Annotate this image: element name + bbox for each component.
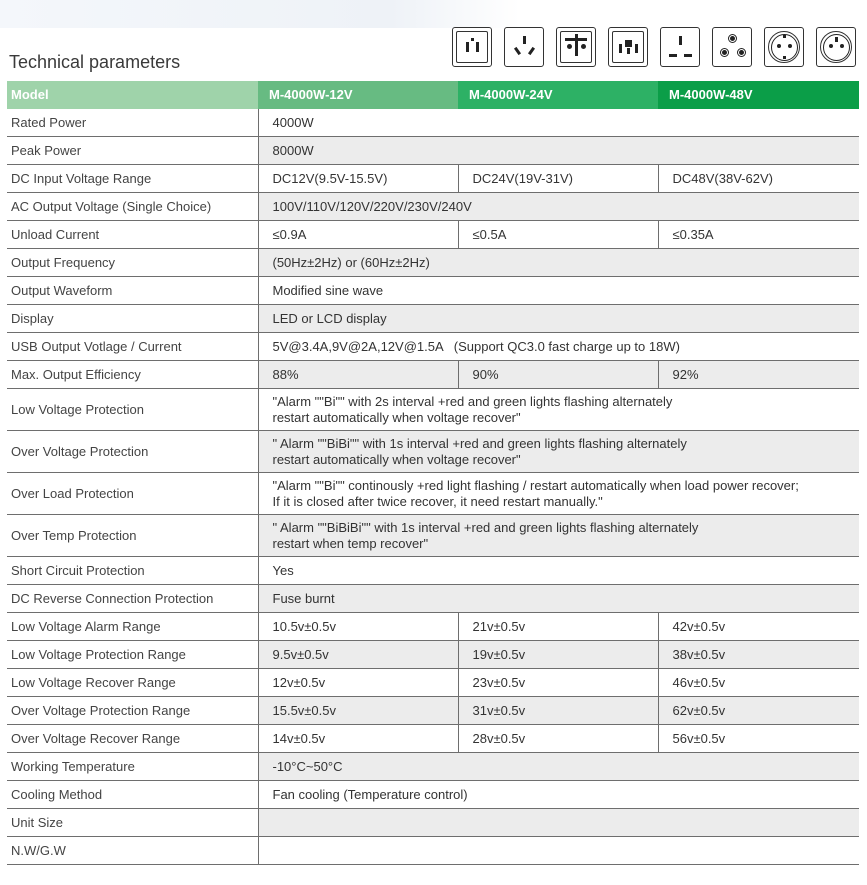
row-label: Over Voltage Protection [7, 431, 258, 473]
row-label: USB Output Votlage / Current [7, 333, 258, 361]
row-value: 100V/110V/120V/220V/230V/240V [258, 193, 859, 221]
multi-socket-icon [608, 27, 648, 67]
sa-socket-icon [712, 27, 752, 67]
row-value: 23v±0.5v [458, 669, 658, 697]
row-value: 10.5v±0.5v [258, 613, 458, 641]
spec-table [7, 81, 859, 865]
row-value [258, 837, 859, 865]
row-value: 15.5v±0.5v [258, 697, 458, 725]
row-value: (50Hz±2Hz) or (60Hz±2Hz) [258, 249, 859, 277]
table-row [7, 109, 859, 137]
table-row [7, 277, 859, 305]
row-label: Unit Size [7, 809, 258, 837]
row-value: 4000W [258, 109, 859, 137]
row-value: DC12V(9.5V-15.5V) [258, 165, 458, 193]
page-title: Technical parameters [9, 52, 181, 72]
table-row [7, 249, 859, 277]
row-label: Low Voltage Alarm Range [7, 613, 258, 641]
row-value: 5V@3.4A,9V@2A,12V@1.5A (Support QC3.0 fast charge up to 18W) [258, 333, 859, 361]
row-label: Short Circuit Protection [7, 557, 258, 585]
table-row [7, 193, 859, 221]
table-row [7, 753, 859, 781]
row-value: Yes [258, 557, 859, 585]
row-label: Display [7, 305, 258, 333]
row-value: 8000W [258, 137, 859, 165]
row-value: 14v±0.5v [258, 725, 458, 753]
row-label: Cooling Method [7, 781, 258, 809]
table-row [7, 585, 859, 613]
row-value: "Alarm ""Bi"" continously +red light flashing / restart automatically when load power recover; If it is closed after twice recover, it need restart manually." [258, 473, 859, 515]
table-row [7, 221, 859, 249]
row-value: "Alarm ""Bi"" with 2s interval +red and green lights flashing alternately restart automatically when voltage recover" [258, 389, 859, 431]
table-row [7, 725, 859, 753]
table-row [7, 557, 859, 585]
row-label: Low Voltage Recover Range [7, 669, 258, 697]
row-value: 62v±0.5v [658, 697, 859, 725]
row-value: 90% [458, 361, 658, 389]
row-label: Low Voltage Protection [7, 389, 258, 431]
row-label: AC Output Voltage (Single Choice) [7, 193, 258, 221]
row-value: 46v±0.5v [658, 669, 859, 697]
row-value: 12v±0.5v [258, 669, 458, 697]
row-label: Output Waveform [7, 277, 258, 305]
row-label: Low Voltage Protection Range [7, 641, 258, 669]
row-value: 42v±0.5v [658, 613, 859, 641]
row-value: 92% [658, 361, 859, 389]
row-value: 38v±0.5v [658, 641, 859, 669]
table-row [7, 781, 859, 809]
table-row [7, 305, 859, 333]
row-value: ≤0.5A [458, 221, 658, 249]
row-value: Modified sine wave [258, 277, 859, 305]
top-banner [0, 0, 867, 28]
row-label: N.W/G.W [7, 837, 258, 865]
eu-schuko-socket-icon [764, 27, 804, 67]
row-label: Unload Current [7, 221, 258, 249]
row-label: Rated Power [7, 109, 258, 137]
table-row [7, 809, 859, 837]
table-row [7, 333, 859, 361]
row-value: " Alarm ""BiBiBi"" with 1s interval +red and green lights flashing alternately restart when temp recover" [258, 515, 859, 557]
row-value: 19v±0.5v [458, 641, 658, 669]
table-row [7, 837, 859, 865]
row-value: 21v±0.5v [458, 613, 658, 641]
us-socket-icon [452, 27, 492, 67]
row-value: LED or LCD display [258, 305, 859, 333]
table-row [7, 137, 859, 165]
au-socket-icon [504, 27, 544, 67]
table-row [7, 641, 859, 669]
row-value: DC48V(38V-62V) [658, 165, 859, 193]
row-value: 28v±0.5v [458, 725, 658, 753]
row-label: Over Voltage Protection Range [7, 697, 258, 725]
fr-socket-icon [816, 27, 856, 67]
uk-socket-icon [660, 27, 700, 67]
row-label: Over Load Protection [7, 473, 258, 515]
table-row [7, 361, 859, 389]
table-row [7, 431, 859, 473]
row-value: 9.5v±0.5v [258, 641, 458, 669]
table-row [7, 515, 859, 557]
table-row [7, 165, 859, 193]
header-col-48v: M-4000W-48V [658, 81, 859, 109]
table-row [7, 473, 859, 515]
row-value: Fuse burnt [258, 585, 859, 613]
table-row [7, 697, 859, 725]
row-value: 56v±0.5v [658, 725, 859, 753]
row-value: ≤0.35A [658, 221, 859, 249]
row-value: 31v±0.5v [458, 697, 658, 725]
row-label: Output Frequency [7, 249, 258, 277]
header-col-12v: M-4000W-12V [258, 81, 458, 109]
header-model: Model [7, 81, 258, 109]
header-col-24v: M-4000W-24V [458, 81, 658, 109]
row-value: -10°C~50°C [258, 753, 859, 781]
row-value [258, 809, 859, 837]
table-header-row [7, 81, 859, 109]
universal-socket-icon [556, 27, 596, 67]
row-label: Peak Power [7, 137, 258, 165]
row-value: 88% [258, 361, 458, 389]
table-row [7, 613, 859, 641]
row-label: Working Temperature [7, 753, 258, 781]
row-label: Max. Output Efficiency [7, 361, 258, 389]
table-row [7, 389, 859, 431]
row-value: ≤0.9A [258, 221, 458, 249]
row-label: Over Voltage Recover Range [7, 725, 258, 753]
row-value: Fan cooling (Temperature control) [258, 781, 859, 809]
row-value: DC24V(19V-31V) [458, 165, 658, 193]
table-row [7, 669, 859, 697]
row-label: DC Input Voltage Range [7, 165, 258, 193]
row-label: Over Temp Protection [7, 515, 258, 557]
row-value: " Alarm ""BiBi"" with 1s interval +red and green lights flashing alternately restart automatically when voltage recover" [258, 431, 859, 473]
row-label: DC Reverse Connection Protection [7, 585, 258, 613]
